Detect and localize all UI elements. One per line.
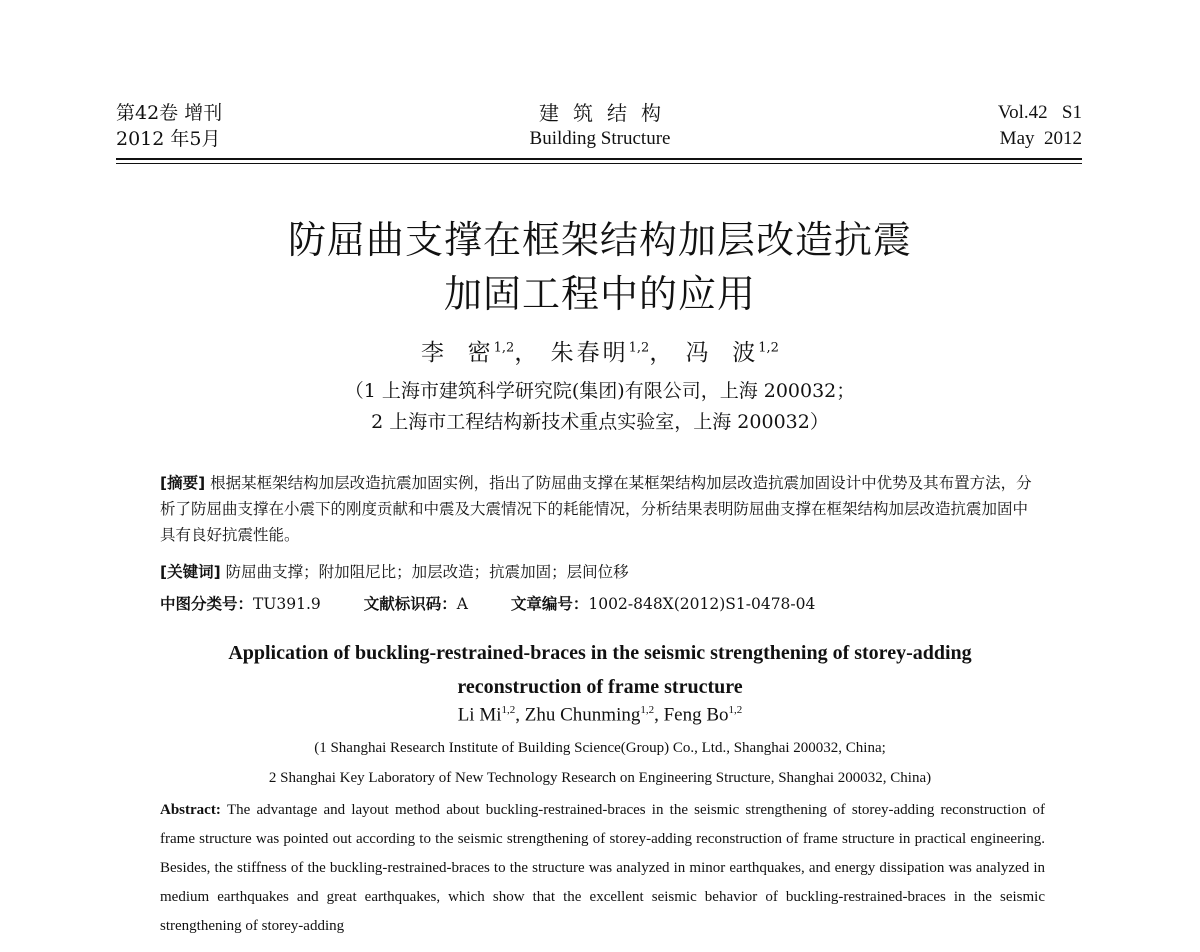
author-name-en: Feng Bo (663, 704, 729, 726)
abstract-en-colon: : (215, 802, 228, 818)
affiliation-en-2: 2 Shanghai Key Laboratory of New Technology Research on Engineering Structure, Shanghai 200032, China) (268, 770, 932, 786)
doc-code-value: A (456, 595, 468, 613)
author-name: 冯 波 (685, 340, 759, 366)
author-affil-mark: 1,2 (640, 704, 655, 716)
author-separator: ， (649, 340, 676, 366)
date-cn: 2012 年5月 (116, 128, 221, 150)
author-affil-mark: 1,2 (501, 704, 516, 716)
date-en: May 2012 (999, 128, 1082, 149)
clc-value: TU391.9 (253, 595, 321, 613)
abstract-en (160, 796, 1045, 941)
journal-name-en: Building Structure (529, 128, 671, 149)
affiliation-en-1: (1 Shanghai Research Institute of Building Science(Group) Co., Ltd., Shanghai 200032, China; (314, 740, 886, 756)
abstract-cn-label: [摘要] (160, 474, 206, 492)
author-name-en: Zhu Chunming (524, 704, 641, 726)
author-name-en: Li Mi (457, 704, 502, 726)
authors-en: Li Mi$^{1,2}$, Zhu Chunming$^{1,2}$, Feng Bo$^{1,2}$ (457, 704, 743, 726)
article-number-value: 1002-848X(2012)S1-0478-04 (588, 595, 816, 613)
paper-title-line-1: 防屈曲支撑在框架结构加层改造抗震 (287, 218, 912, 262)
classification-line (160, 592, 815, 614)
paper-title-line-2: 加固工程中的应用 (443, 272, 756, 316)
paper-title-en-line-1: Application of buckling-restrained-braces in the seismic strengthening of storey-adding (228, 642, 972, 664)
article-number-label: 文章编号： (510, 595, 589, 613)
keywords-cn-label: [关键词] (160, 563, 221, 581)
author-affil-mark: 1,2 (758, 340, 779, 356)
author-affil-mark: 1,2 (628, 340, 650, 356)
abstract-cn-text: 根据某框架结构加层改造抗震加固实例，指出了防屈曲支撑在某框架结构加层改造抗震加固设计中优势及其布置方法，分析了防屈曲支撑在小震下的刚度贡献和中震及大震情况下的耗能情况，分析结果表明防屈曲支撑在框架结构加层改造抗震加固中具有良好抗震性能。 (160, 474, 1032, 544)
keywords-cn-text: 防屈曲支撑；附加阻尼比；加层改造；抗震加固；层间位移 (225, 563, 629, 581)
keywords-cn (160, 560, 629, 582)
header-rule-thin (116, 163, 1082, 164)
abstract-en-text: The advantage and layout method about buckling-restrained-braces in the seismic strengthening of storey-adding reconstruction of frame structure was pointed out according to the seismic strengthening of storey-adding reconstruction of frame structure in practical engineering. Besides, the stiffness of the buckling-restrained-braces to the structure was analyzed in minor earthquakes, and energy dissipation was analyzed in medium earthquakes and great earthquakes, which show that the excellent seismic behavior of buckling-restrained-braces in the seismic strengthening of storey-adding (160, 802, 1046, 934)
journal-name-cn: 建筑结构 (539, 101, 675, 125)
volume-issue-cn: 第42卷 增刊 (116, 102, 223, 124)
header-rule-thick (116, 158, 1082, 160)
clc-label: 中图分类号： (160, 595, 254, 613)
affiliation-cn-2: 2 上海市工程结构新技术重点实验室，上海 200032） (371, 411, 829, 433)
authors-cn (0, 334, 1200, 367)
volume-issue-en: Vol.42 S1 (997, 102, 1082, 123)
affiliation-cn-1: （1 上海市建筑科学研究院(集团)有限公司，上海 200032； (344, 380, 856, 402)
author-affil-mark: 1,2 (728, 704, 743, 716)
author-name: 朱春明 (550, 340, 629, 366)
author-affil-mark: 1,2 (493, 340, 515, 356)
abstract-en-label: Abstract (160, 802, 216, 818)
paper-title-en-line-2: reconstruction of frame structure (457, 676, 743, 698)
doc-code-label: 文献标识码： (363, 595, 457, 613)
author-separator: ， (514, 340, 541, 366)
author-name: 李 密 (421, 340, 494, 366)
journal-issue-right (998, 100, 1082, 152)
abstract-cn (160, 470, 1040, 548)
